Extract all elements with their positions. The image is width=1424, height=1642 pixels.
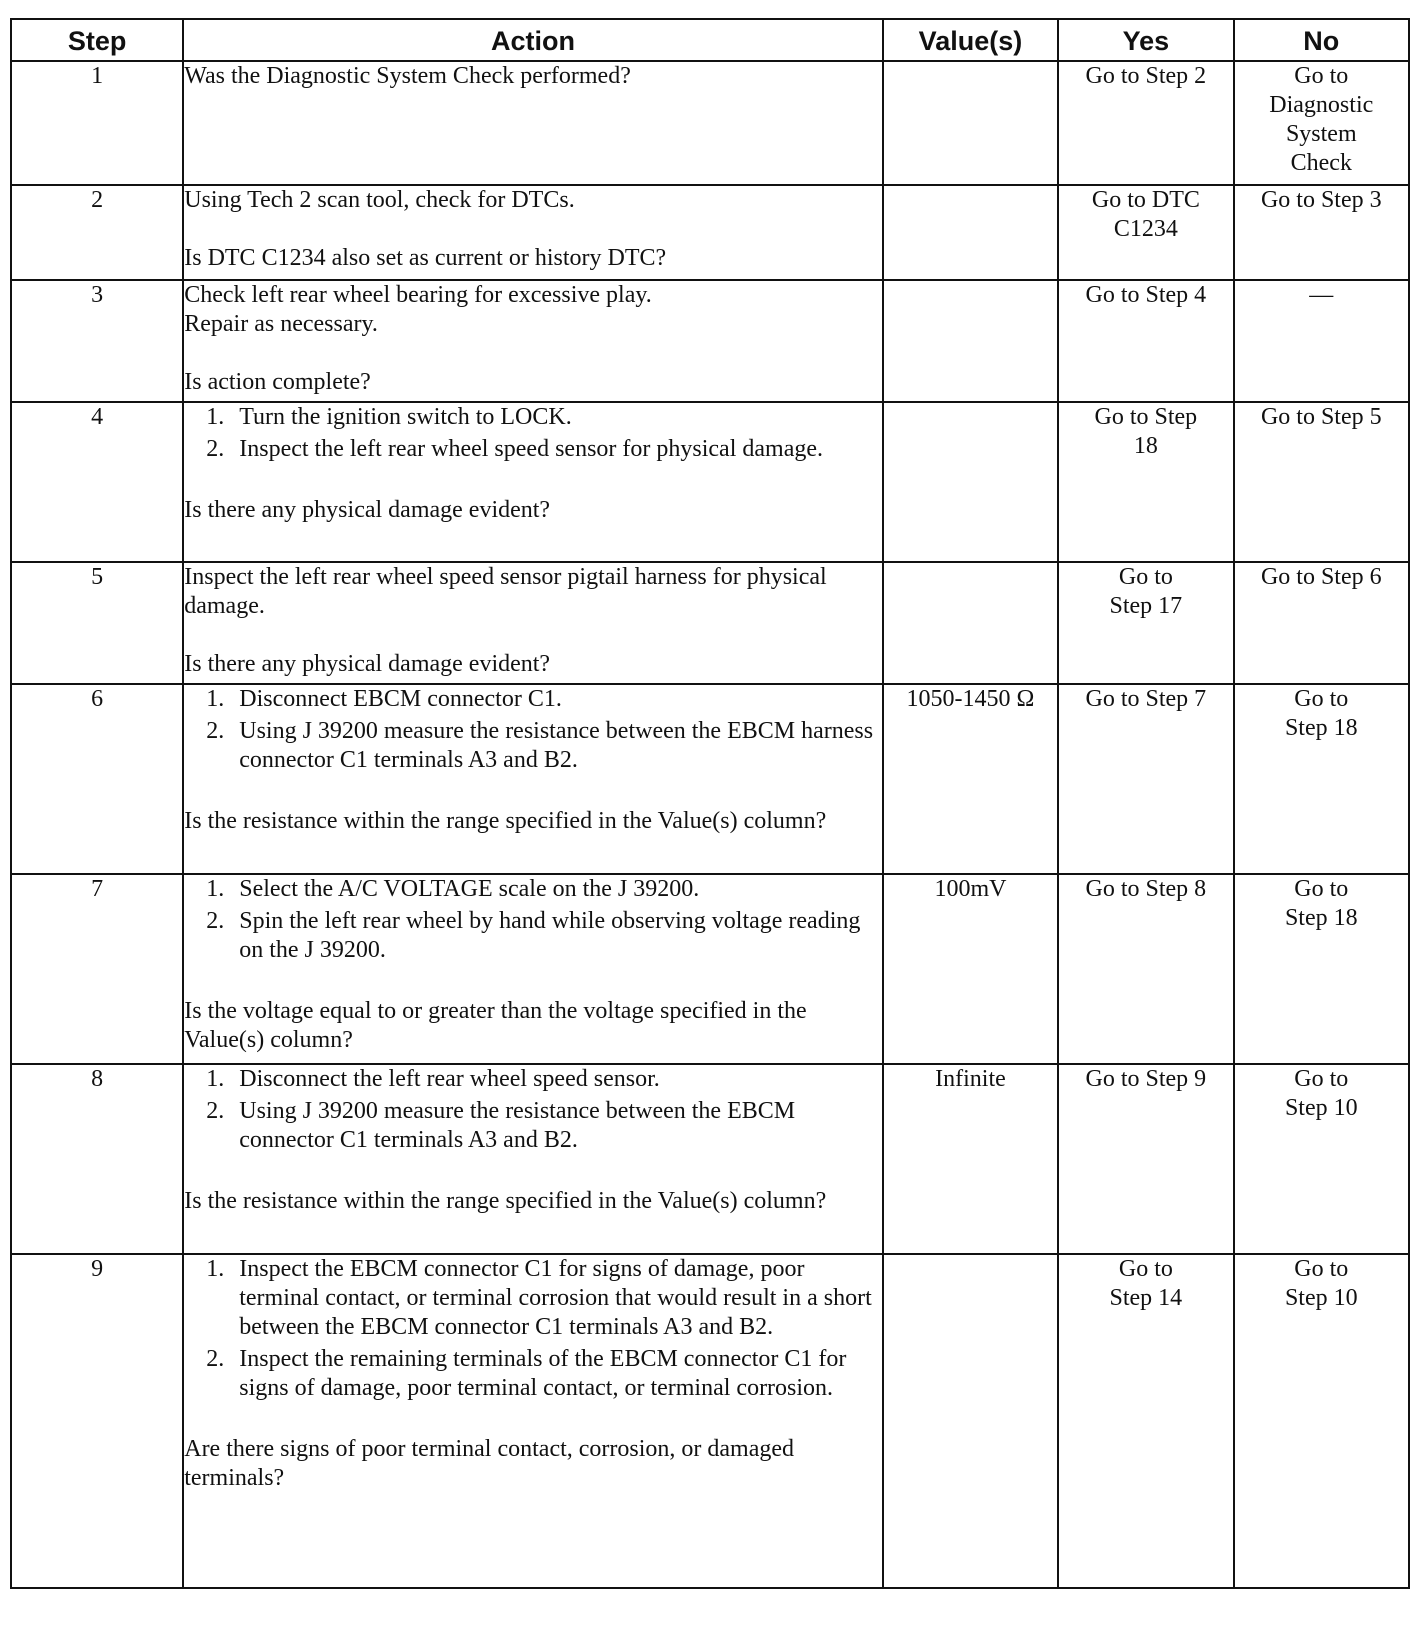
item-text: Spin the left rear wheel by hand while observing voltage reading on the J 39200.: [239, 908, 861, 963]
action-text-2: Repair as necessary.: [184, 311, 378, 337]
list-item: [184, 875, 882, 904]
no-text: Go to Step 10: [1284, 1066, 1358, 1121]
yes-cell: Go to Step 8: [1058, 874, 1233, 1064]
action-text: Using Tech 2 scan tool, check for DTCs.: [184, 187, 575, 213]
table-row: [11, 280, 1409, 402]
value-cell: [883, 402, 1058, 562]
list-item: [184, 435, 882, 464]
step-number: 5: [11, 562, 183, 684]
table-row: [11, 61, 1409, 185]
action-question: Is DTC C1234 also set as current or history DTC?: [184, 245, 667, 271]
value-cell: [883, 1254, 1058, 1588]
action-text: Check left rear wheel bearing for excessive play.: [184, 282, 652, 308]
no-cell: [1234, 1254, 1409, 1588]
action-question: Are there signs of poor terminal contact, corrosion, or damaged terminals?: [184, 1436, 795, 1491]
yes-cell: [1058, 562, 1233, 684]
action-cell: [183, 1064, 883, 1254]
value-cell: [883, 562, 1058, 684]
item-text: Select the A/C VOLTAGE scale on the J 39200.: [239, 876, 700, 902]
value-cell: [883, 280, 1058, 402]
value-cell: 100mV: [883, 874, 1058, 1064]
yes-text: Go to DTC C1234: [1091, 187, 1200, 242]
action-text: Inspect the left rear wheel speed sensor pigtail harness for physical damage.: [184, 564, 827, 619]
item-number: 2.: [206, 1346, 225, 1372]
no-cell: [1234, 61, 1409, 185]
action-steps-list: [184, 1255, 882, 1403]
column-header-step: Step: [11, 19, 183, 61]
yes-text: Go to Step 18: [1094, 404, 1198, 459]
item-number: 1.: [206, 404, 225, 430]
diagnostic-table: [10, 18, 1410, 1589]
no-cell: [1234, 684, 1409, 874]
no-text: Go to Step 18: [1284, 686, 1358, 741]
item-number: 2.: [206, 718, 225, 744]
list-item: [184, 1255, 882, 1342]
yes-cell: Go to Step 4: [1058, 280, 1233, 402]
action-cell: [183, 562, 883, 684]
action-cell: [183, 684, 883, 874]
table-row: [11, 684, 1409, 874]
value-cell: [883, 185, 1058, 280]
action-question: Is there any physical damage evident?: [184, 497, 551, 523]
item-number: 2.: [206, 1098, 225, 1124]
item-text: Inspect the left rear wheel speed sensor for physical damage.: [239, 436, 823, 462]
item-number: 1.: [206, 1256, 225, 1282]
item-number: 1.: [206, 686, 225, 712]
column-header-no: No: [1234, 19, 1409, 61]
list-item: [184, 685, 882, 714]
list-item: [184, 1345, 882, 1403]
action-cell: [183, 280, 883, 402]
item-text: Inspect the EBCM connector C1 for signs of damage, poor terminal contact, or terminal corrosion that would result in a short between the EBCM connector C1 terminals A3 and B2.: [239, 1256, 872, 1340]
action-question: Is the voltage equal to or greater than the voltage specified in the Value(s) column?: [184, 998, 807, 1053]
no-cell: Go to Step 3: [1234, 185, 1409, 280]
yes-text: Go to Step 14: [1109, 1256, 1183, 1311]
yes-cell: Go to Step 2: [1058, 61, 1233, 185]
yes-cell: Go to Step 7: [1058, 684, 1233, 874]
column-header-values: Value(s): [883, 19, 1058, 61]
action-cell: [183, 402, 883, 562]
step-number: 7: [11, 874, 183, 1064]
action-cell: [183, 874, 883, 1064]
item-text: Using J 39200 measure the resistance between the EBCM connector C1 terminals A3 and B2.: [239, 1098, 796, 1153]
table-header-row: [11, 19, 1409, 61]
step-number: 4: [11, 402, 183, 562]
action-cell: [183, 1254, 883, 1588]
action-question: Is the resistance within the range specified in the Value(s) column?: [184, 808, 827, 834]
no-cell: Go to Step 5: [1234, 402, 1409, 562]
action-cell: [183, 185, 883, 280]
table-row: [11, 874, 1409, 1064]
step-number: 3: [11, 280, 183, 402]
value-cell: 1050-1450 Ω: [883, 684, 1058, 874]
item-number: 1.: [206, 1066, 225, 1092]
step-number: 1: [11, 61, 183, 185]
item-text: Disconnect EBCM connector C1.: [239, 686, 562, 712]
yes-text: Go to Step 17: [1109, 564, 1183, 619]
action-question: Is action complete?: [184, 369, 371, 395]
action-steps-list: [184, 875, 882, 965]
item-text: Disconnect the left rear wheel speed sensor.: [239, 1066, 660, 1092]
table-row: [11, 185, 1409, 280]
table-row: [11, 402, 1409, 562]
no-cell: —: [1234, 280, 1409, 402]
table-row: [11, 1254, 1409, 1588]
item-text: Using J 39200 measure the resistance between the EBCM harness connector C1 terminals A3 and B2.: [239, 718, 874, 773]
no-text: Go to Step 10: [1284, 1256, 1358, 1311]
value-cell: Infinite: [883, 1064, 1058, 1254]
column-header-yes: Yes: [1058, 19, 1233, 61]
action-question: Is the resistance within the range specified in the Value(s) column?: [184, 1188, 827, 1214]
step-number: 2: [11, 185, 183, 280]
list-item: [184, 907, 882, 965]
action-text: Was the Diagnostic System Check performed?: [184, 63, 631, 89]
yes-cell: [1058, 185, 1233, 280]
no-cell: [1234, 874, 1409, 1064]
yes-cell: [1058, 402, 1233, 562]
column-header-action: Action: [183, 19, 883, 61]
step-number: 6: [11, 684, 183, 874]
table-row: [11, 1064, 1409, 1254]
action-cell: [183, 61, 883, 185]
item-number: 1.: [206, 876, 225, 902]
no-cell: [1234, 1064, 1409, 1254]
item-number: 2.: [206, 908, 225, 934]
list-item: [184, 717, 882, 775]
action-steps-list: [184, 403, 882, 464]
item-text: Inspect the remaining terminals of the EBCM connector C1 for signs of damage, poor terminal contact, or terminal corrosion.: [239, 1346, 847, 1401]
diagnostic-page: [10, 18, 1410, 1589]
value-cell: [883, 61, 1058, 185]
action-steps-list: [184, 1065, 882, 1155]
no-text: Go to Step 18: [1284, 876, 1358, 931]
table-row: [11, 562, 1409, 684]
item-text: Turn the ignition switch to LOCK.: [239, 404, 572, 430]
yes-cell: [1058, 1254, 1233, 1588]
list-item: [184, 403, 882, 432]
no-cell: Go to Step 6: [1234, 562, 1409, 684]
list-item: [184, 1097, 882, 1155]
item-number: 2.: [206, 436, 225, 462]
action-steps-list: [184, 685, 882, 775]
step-number: 8: [11, 1064, 183, 1254]
list-item: [184, 1065, 882, 1094]
step-number: 9: [11, 1254, 183, 1588]
no-text: Go to Diagnostic System Check: [1269, 63, 1374, 176]
action-question: Is there any physical damage evident?: [184, 651, 551, 677]
yes-cell: Go to Step 9: [1058, 1064, 1233, 1254]
